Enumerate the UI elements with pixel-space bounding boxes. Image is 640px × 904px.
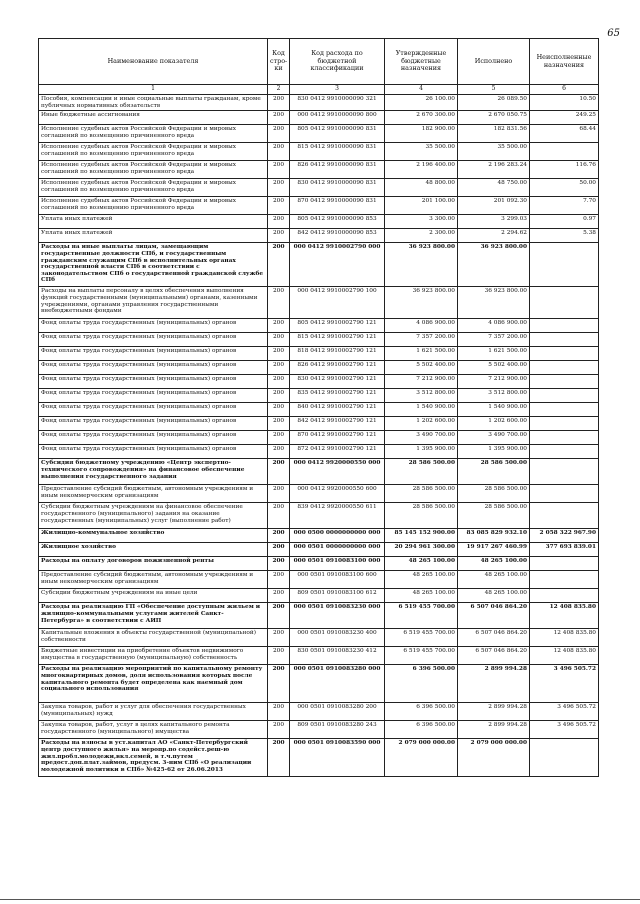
table-row: [39, 417, 599, 431]
table-row: [39, 287, 599, 319]
row-classification-cell: 805 0412 9910000090 853: [290, 215, 385, 229]
header-code: Код стро-ки: [268, 39, 290, 85]
row-name-cell: Исполнение судебных актов Российской Федерации и мировых соглашений по возмещению причиненного вреда: [39, 161, 268, 179]
column-index: 1: [39, 85, 268, 95]
row-executed-cell: 28 586 500.00: [458, 485, 530, 503]
row-name-cell: Субсидии бюджетным учреждениям на иные цели: [39, 589, 268, 603]
table-row: [39, 721, 599, 739]
row-code-cell: 200: [268, 431, 290, 445]
row-classification-cell: 000 0501 0910083590 000: [290, 739, 385, 777]
row-name-cell: Фонд оплаты труда государственных (муниципальных) органов: [39, 417, 268, 431]
table-row: [39, 347, 599, 361]
row-approved-cell: 35 500.00: [385, 143, 458, 161]
row-code-cell: 200: [268, 665, 290, 703]
row-classification-cell: 000 0412 9920000550 600: [290, 485, 385, 503]
row-name-cell: Закупка товаров, работ, услуг в целях капитального ремонта государственного (муниципального) имущества: [39, 721, 268, 739]
row-unexecuted-cell: [530, 361, 599, 375]
row-executed-cell: 3 299.03: [458, 215, 530, 229]
row-code-cell: 200: [268, 647, 290, 665]
row-code-cell: 200: [268, 361, 290, 375]
row-classification-cell: 000 0501 0910083100 000: [290, 557, 385, 571]
row-approved-cell: 48 265 100.00: [385, 557, 458, 571]
table-row: [39, 161, 599, 179]
header-classification: Код расхода по бюджетной классификации: [290, 39, 385, 85]
row-unexecuted-cell: 3 496 505.72: [530, 703, 599, 721]
row-code-cell: 200: [268, 375, 290, 389]
table-row: [39, 111, 599, 125]
page-bottom-rule: [0, 899, 640, 900]
table-row: [39, 333, 599, 347]
row-code-cell: 200: [268, 197, 290, 215]
row-classification-cell: 826 0412 9910002790 121: [290, 361, 385, 375]
header-executed: Исполнено: [458, 39, 530, 85]
table-row: [39, 503, 599, 529]
row-code-cell: 200: [268, 125, 290, 143]
row-unexecuted-cell: [530, 417, 599, 431]
row-code-cell: 200: [268, 485, 290, 503]
row-code-cell: 200: [268, 543, 290, 557]
row-code-cell: 200: [268, 557, 290, 571]
row-unexecuted-cell: 3 496 505.72: [530, 665, 599, 703]
row-executed-cell: 19 917 267 460.99: [458, 543, 530, 557]
row-name-cell: Фонд оплаты труда государственных (муниципальных) органов: [39, 403, 268, 417]
row-approved-cell: 6 519 455 700.00: [385, 629, 458, 647]
row-executed-cell: 6 507 046 864.20: [458, 603, 530, 629]
row-unexecuted-cell: 3 496 505.72: [530, 721, 599, 739]
row-unexecuted-cell: [530, 287, 599, 319]
row-unexecuted-cell: [530, 571, 599, 589]
row-unexecuted-cell: 12 408 835.80: [530, 603, 599, 629]
row-code-cell: 200: [268, 571, 290, 589]
row-approved-cell: 2 670 300.00: [385, 111, 458, 125]
row-approved-cell: 1 395 900.00: [385, 445, 458, 459]
row-unexecuted-cell: [530, 739, 599, 777]
header-approved: Утвержденные бюджетные назначения: [385, 39, 458, 85]
row-executed-cell: 6 507 046 864.20: [458, 629, 530, 647]
row-name-cell: Фонд оплаты труда государственных (муниципальных) органов: [39, 389, 268, 403]
row-name-cell: Пособия, компенсации и иные социальные выплаты гражданам, кроме публичных нормативных обязательств: [39, 94, 268, 110]
table-row: [39, 243, 599, 287]
row-approved-cell: 6 396 500.00: [385, 721, 458, 739]
row-unexecuted-cell: [530, 375, 599, 389]
row-classification-cell: 815 0412 9910000090 831: [290, 143, 385, 161]
row-name-cell: Предоставление субсидий бюджетным, автономным учреждениям и иным некоммерческим организациям: [39, 485, 268, 503]
row-code-cell: 200: [268, 161, 290, 179]
row-code-cell: 200: [268, 721, 290, 739]
row-name-cell: Расходы на оплату договоров пожизненной ренты: [39, 557, 268, 571]
row-approved-cell: 6 519 455 700.00: [385, 603, 458, 629]
row-approved-cell: 26 100.00: [385, 94, 458, 110]
row-name-cell: Расходы на взносы в уст.капитал АО «Санкт-Петербургский центр доступного жилья» на меропр.по содейст.реш-ю жил.пробл.молодежи,вкл.семей, в т.ч.путем предост.доп.плат.займов, предусм. 3-ним СПб «О реализации молодежной политики в СПб» №425-62 от 26.06.2013: [39, 739, 268, 777]
row-approved-cell: 6 396 500.00: [385, 703, 458, 721]
row-unexecuted-cell: 249.25: [530, 111, 599, 125]
row-unexecuted-cell: [530, 347, 599, 361]
row-code-cell: 200: [268, 319, 290, 333]
row-approved-cell: 3 300.00: [385, 215, 458, 229]
table-row: [39, 571, 599, 589]
row-approved-cell: 1 540 900.00: [385, 403, 458, 417]
row-classification-cell: 000 0501 0910083100 600: [290, 571, 385, 589]
row-classification-cell: 000 0501 0910083230 400: [290, 629, 385, 647]
row-classification-cell: 870 0412 9910002790 121: [290, 431, 385, 445]
row-name-cell: Расходы на выплаты персоналу в целях обеспечения выполнения функций государственными (муниципальными) органами, казенными учреждениями, органами управления государственными внебюджетными фондами: [39, 287, 268, 319]
row-code-cell: 200: [268, 459, 290, 485]
row-approved-cell: 28 586 500.00: [385, 459, 458, 485]
row-approved-cell: 1 202 600.00: [385, 417, 458, 431]
row-code-cell: 200: [268, 739, 290, 777]
row-unexecuted-cell: [530, 557, 599, 571]
table-row: [39, 647, 599, 665]
row-executed-cell: 1 395 900.00: [458, 445, 530, 459]
row-unexecuted-cell: 7.70: [530, 197, 599, 215]
row-executed-cell: 1 540 900.00: [458, 403, 530, 417]
row-code-cell: 200: [268, 389, 290, 403]
row-classification-cell: 000 0412 9910000090 800: [290, 111, 385, 125]
table-row: [39, 431, 599, 445]
row-code-cell: 200: [268, 215, 290, 229]
row-name-cell: Расходы на иные выплаты лицам, замещающим государственные должности СПб, и государственным гражданским служащим СПб в исполнительных органах государственной власти СПб в соответствии с законодательством СПб о государственной гражданской службе СПб: [39, 243, 268, 287]
row-approved-cell: 48 265 100.00: [385, 589, 458, 603]
row-name-cell: Расходы на реализацию мероприятий по капитальному ремонту многоквартирных домов, доля использования которых после капитального ремонта будет определена как наемный дом социального использования: [39, 665, 268, 703]
table-row: [39, 665, 599, 703]
row-approved-cell: 3 490 700.00: [385, 431, 458, 445]
row-code-cell: 200: [268, 403, 290, 417]
row-approved-cell: 6 396 500.00: [385, 665, 458, 703]
row-approved-cell: 28 586 500.00: [385, 485, 458, 503]
column-index: 3: [290, 85, 385, 95]
row-unexecuted-cell: 116.76: [530, 161, 599, 179]
row-executed-cell: 28 586 500.00: [458, 503, 530, 529]
row-approved-cell: 85 145 152 900.00: [385, 529, 458, 543]
row-executed-cell: 1 621 500.00: [458, 347, 530, 361]
row-unexecuted-cell: [530, 503, 599, 529]
row-executed-cell: 201 092.30: [458, 197, 530, 215]
row-name-cell: Закупка товаров, работ и услуг для обеспечения государственных (муниципальных) нужд: [39, 703, 268, 721]
row-unexecuted-cell: 377 693 839.01: [530, 543, 599, 557]
column-index: 5: [458, 85, 530, 95]
table-row: [39, 179, 599, 197]
row-approved-cell: 201 100.00: [385, 197, 458, 215]
table-row: [39, 125, 599, 143]
row-classification-cell: 839 0412 9920000550 611: [290, 503, 385, 529]
row-classification-cell: 000 0501 0910083280 000: [290, 665, 385, 703]
budget-execution-table: [38, 38, 599, 777]
table-row: [39, 629, 599, 647]
row-name-cell: Капитальные вложения в объекты государственной (муниципальной) собственности: [39, 629, 268, 647]
row-classification-cell: 870 0412 9910000090 831: [290, 197, 385, 215]
row-classification-cell: 000 0412 9920000550 000: [290, 459, 385, 485]
row-approved-cell: 48 265 100.00: [385, 571, 458, 589]
row-executed-cell: 48 265 100.00: [458, 589, 530, 603]
row-executed-cell: 26 089.50: [458, 94, 530, 110]
row-executed-cell: 48 265 100.00: [458, 557, 530, 571]
row-classification-cell: 830 0412 9910000090 321: [290, 94, 385, 110]
row-code-cell: 200: [268, 417, 290, 431]
row-name-cell: Предоставление субсидий бюджетным, автономным учреждениям и иным некоммерческим организациям: [39, 571, 268, 589]
row-name-cell: Фонд оплаты труда государственных (муниципальных) органов: [39, 445, 268, 459]
row-executed-cell: 7 357 200.00: [458, 333, 530, 347]
row-executed-cell: 2 196 283.24: [458, 161, 530, 179]
row-unexecuted-cell: 50.00: [530, 179, 599, 197]
row-executed-cell: 5 502 400.00: [458, 361, 530, 375]
row-approved-cell: 2 079 000 000.00: [385, 739, 458, 777]
row-executed-cell: 2 294.62: [458, 229, 530, 243]
row-unexecuted-cell: [530, 319, 599, 333]
row-code-cell: 200: [268, 703, 290, 721]
row-name-cell: Исполнение судебных актов Российской Федерации и мировых соглашений по возмещению причиненного вреда: [39, 197, 268, 215]
table-row: [39, 94, 599, 110]
table-row: [39, 403, 599, 417]
row-unexecuted-cell: 68.44: [530, 125, 599, 143]
table-row: [39, 485, 599, 503]
row-unexecuted-cell: [530, 459, 599, 485]
row-code-cell: 200: [268, 589, 290, 603]
row-executed-cell: 3 490 700.00: [458, 431, 530, 445]
row-approved-cell: 182 900.00: [385, 125, 458, 143]
row-classification-cell: 840 0412 9910002790 121: [290, 403, 385, 417]
row-code-cell: 200: [268, 143, 290, 161]
row-classification-cell: 000 0412 9910002790 000: [290, 243, 385, 287]
column-index: 4: [385, 85, 458, 95]
row-code-cell: 200: [268, 229, 290, 243]
row-code-cell: 200: [268, 503, 290, 529]
table-row: [39, 445, 599, 459]
row-name-cell: Фонд оплаты труда государственных (муниципальных) органов: [39, 431, 268, 445]
column-index-row: [39, 85, 599, 95]
table-row: [39, 589, 599, 603]
table-row: [39, 143, 599, 161]
row-approved-cell: 36 923 800.00: [385, 243, 458, 287]
row-name-cell: Жилищно-коммунальное хозяйство: [39, 529, 268, 543]
row-unexecuted-cell: [530, 243, 599, 287]
row-executed-cell: 1 202 600.00: [458, 417, 530, 431]
row-unexecuted-cell: [530, 589, 599, 603]
row-approved-cell: 7 212 900.00: [385, 375, 458, 389]
row-name-cell: Исполнение судебных актов Российской Федерации и мировых соглашений по возмещению причиненного вреда: [39, 125, 268, 143]
row-approved-cell: 5 502 400.00: [385, 361, 458, 375]
row-approved-cell: 6 519 455 700.00: [385, 647, 458, 665]
row-unexecuted-cell: 0.97: [530, 215, 599, 229]
row-classification-cell: 000 0501 0000000000 000: [290, 543, 385, 557]
row-classification-cell: 842 0412 9910002790 121: [290, 417, 385, 431]
row-classification-cell: 830 0501 0910083230 412: [290, 647, 385, 665]
table-row: [39, 703, 599, 721]
table-row: [39, 543, 599, 557]
row-code-cell: 200: [268, 347, 290, 361]
row-unexecuted-cell: 12 408 835.80: [530, 629, 599, 647]
row-approved-cell: 20 294 961 300.00: [385, 543, 458, 557]
row-name-cell: Уплата иных платежей: [39, 215, 268, 229]
row-name-cell: Жилищное хозяйство: [39, 543, 268, 557]
row-code-cell: 200: [268, 603, 290, 629]
row-code-cell: 200: [268, 111, 290, 125]
row-classification-cell: 000 0501 0910083230 000: [290, 603, 385, 629]
row-code-cell: 200: [268, 287, 290, 319]
row-name-cell: Уплата иных платежей: [39, 229, 268, 243]
row-executed-cell: 2 899 994.28: [458, 665, 530, 703]
row-executed-cell: 7 212 900.00: [458, 375, 530, 389]
row-name-cell: Фонд оплаты труда государственных (муниципальных) органов: [39, 333, 268, 347]
row-code-cell: 200: [268, 333, 290, 347]
row-classification-cell: 809 0501 0910083280 243: [290, 721, 385, 739]
row-name-cell: Фонд оплаты труда государственных (муниципальных) органов: [39, 347, 268, 361]
table-row: [39, 375, 599, 389]
row-executed-cell: 36 923 800.00: [458, 287, 530, 319]
row-executed-cell: 48 750.00: [458, 179, 530, 197]
page-number: 65: [607, 28, 620, 39]
row-classification-cell: 000 0500 0000000000 000: [290, 529, 385, 543]
row-unexecuted-cell: 12 408 835.80: [530, 647, 599, 665]
row-approved-cell: 28 586 500.00: [385, 503, 458, 529]
row-approved-cell: 2 196 400.00: [385, 161, 458, 179]
row-name-cell: Фонд оплаты труда государственных (муниципальных) органов: [39, 361, 268, 375]
row-approved-cell: 48 800.00: [385, 179, 458, 197]
table-row: [39, 459, 599, 485]
table-row: [39, 361, 599, 375]
table-row: [39, 229, 599, 243]
row-executed-cell: 182 831.56: [458, 125, 530, 143]
row-unexecuted-cell: [530, 445, 599, 459]
row-classification-cell: 815 0412 9910002790 121: [290, 333, 385, 347]
row-approved-cell: 1 621 500.00: [385, 347, 458, 361]
row-name-cell: Расходы на реализацию ГП «Обеспечение доступным жильем и жилищно-коммунальными услугами жителей Санкт-Петербурга» в соответствии с АИП: [39, 603, 268, 629]
row-code-cell: 200: [268, 529, 290, 543]
table-row: [39, 529, 599, 543]
row-unexecuted-cell: [530, 431, 599, 445]
row-code-cell: 200: [268, 94, 290, 110]
row-unexecuted-cell: 5.38: [530, 229, 599, 243]
row-unexecuted-cell: [530, 485, 599, 503]
row-classification-cell: 818 0412 9910002790 121: [290, 347, 385, 361]
row-classification-cell: 826 0412 9910000090 831: [290, 161, 385, 179]
row-executed-cell: 2 899 994.28: [458, 703, 530, 721]
row-unexecuted-cell: 10.50: [530, 94, 599, 110]
row-executed-cell: 35 500.00: [458, 143, 530, 161]
row-name-cell: Бюджетные инвестиции на приобретение объектов недвижимого имущества в государственную (муниципальную) собственность: [39, 647, 268, 665]
row-executed-cell: 6 507 046 864.20: [458, 647, 530, 665]
row-name-cell: Фонд оплаты труда государственных (муниципальных) органов: [39, 375, 268, 389]
row-executed-cell: 4 086 900.00: [458, 319, 530, 333]
column-index: 6: [530, 85, 599, 95]
row-code-cell: 200: [268, 629, 290, 647]
row-classification-cell: 835 0412 9910002790 121: [290, 389, 385, 403]
row-unexecuted-cell: [530, 389, 599, 403]
header-name: Наименование показателя: [39, 39, 268, 85]
row-approved-cell: 4 086 900.00: [385, 319, 458, 333]
row-name-cell: Фонд оплаты труда государственных (муниципальных) органов: [39, 319, 268, 333]
header-unexecuted: Неисполненные назначения: [530, 39, 599, 85]
row-name-cell: Субсидии бюджетным учреждениям на финансовое обеспечение государственного (муниципального) задания на оказание государственных (муниципальных) услуг (выполнение работ): [39, 503, 268, 529]
row-executed-cell: 2 899 994.28: [458, 721, 530, 739]
row-approved-cell: 3 512 800.00: [385, 389, 458, 403]
table-row: [39, 603, 599, 629]
row-approved-cell: 7 357 200.00: [385, 333, 458, 347]
row-classification-cell: 805 0412 9910000090 831: [290, 125, 385, 143]
row-approved-cell: 36 923 800.00: [385, 287, 458, 319]
row-unexecuted-cell: [530, 403, 599, 417]
table-row: [39, 197, 599, 215]
row-classification-cell: 830 0412 9910000090 831: [290, 179, 385, 197]
row-executed-cell: 83 085 829 932.10: [458, 529, 530, 543]
table-header-row: [39, 39, 599, 85]
row-code-cell: 200: [268, 243, 290, 287]
table-row: [39, 389, 599, 403]
row-executed-cell: 36 923 800.00: [458, 243, 530, 287]
row-code-cell: 200: [268, 179, 290, 197]
row-classification-cell: 872 0412 9910002790 121: [290, 445, 385, 459]
column-index: 2: [268, 85, 290, 95]
row-executed-cell: 2 670 050.75: [458, 111, 530, 125]
row-name-cell: Иные бюджетные ассигнования: [39, 111, 268, 125]
row-name-cell: Исполнение судебных актов Российской Федерации и мировых соглашений по возмещению причиненного вреда: [39, 143, 268, 161]
row-classification-cell: 000 0501 0910083280 200: [290, 703, 385, 721]
row-classification-cell: 809 0501 0910083100 612: [290, 589, 385, 603]
table-row: [39, 557, 599, 571]
row-executed-cell: 28 586 500.00: [458, 459, 530, 485]
row-code-cell: 200: [268, 445, 290, 459]
row-executed-cell: 2 079 000 000.00: [458, 739, 530, 777]
row-unexecuted-cell: [530, 333, 599, 347]
row-name-cell: Субсидия бюджетному учреждению «Центр экспертно-технического сопровождения» на финансовое обеспечение выполнения государственного задания: [39, 459, 268, 485]
row-approved-cell: 2 300.00: [385, 229, 458, 243]
table-row: [39, 215, 599, 229]
row-name-cell: Исполнение судебных актов Российской Федерации и мировых соглашений по возмещению причиненного вреда: [39, 179, 268, 197]
row-classification-cell: 805 0412 9910002790 121: [290, 319, 385, 333]
row-classification-cell: 842 0412 9910000090 853: [290, 229, 385, 243]
table-row: [39, 319, 599, 333]
row-executed-cell: 48 265 100.00: [458, 571, 530, 589]
row-unexecuted-cell: [530, 143, 599, 161]
row-unexecuted-cell: 2 058 322 967.90: [530, 529, 599, 543]
table-body: [39, 94, 599, 776]
row-classification-cell: 830 0412 9910002790 121: [290, 375, 385, 389]
table-row: [39, 739, 599, 777]
row-executed-cell: 3 512 800.00: [458, 389, 530, 403]
row-classification-cell: 000 0412 9910002790 100: [290, 287, 385, 319]
